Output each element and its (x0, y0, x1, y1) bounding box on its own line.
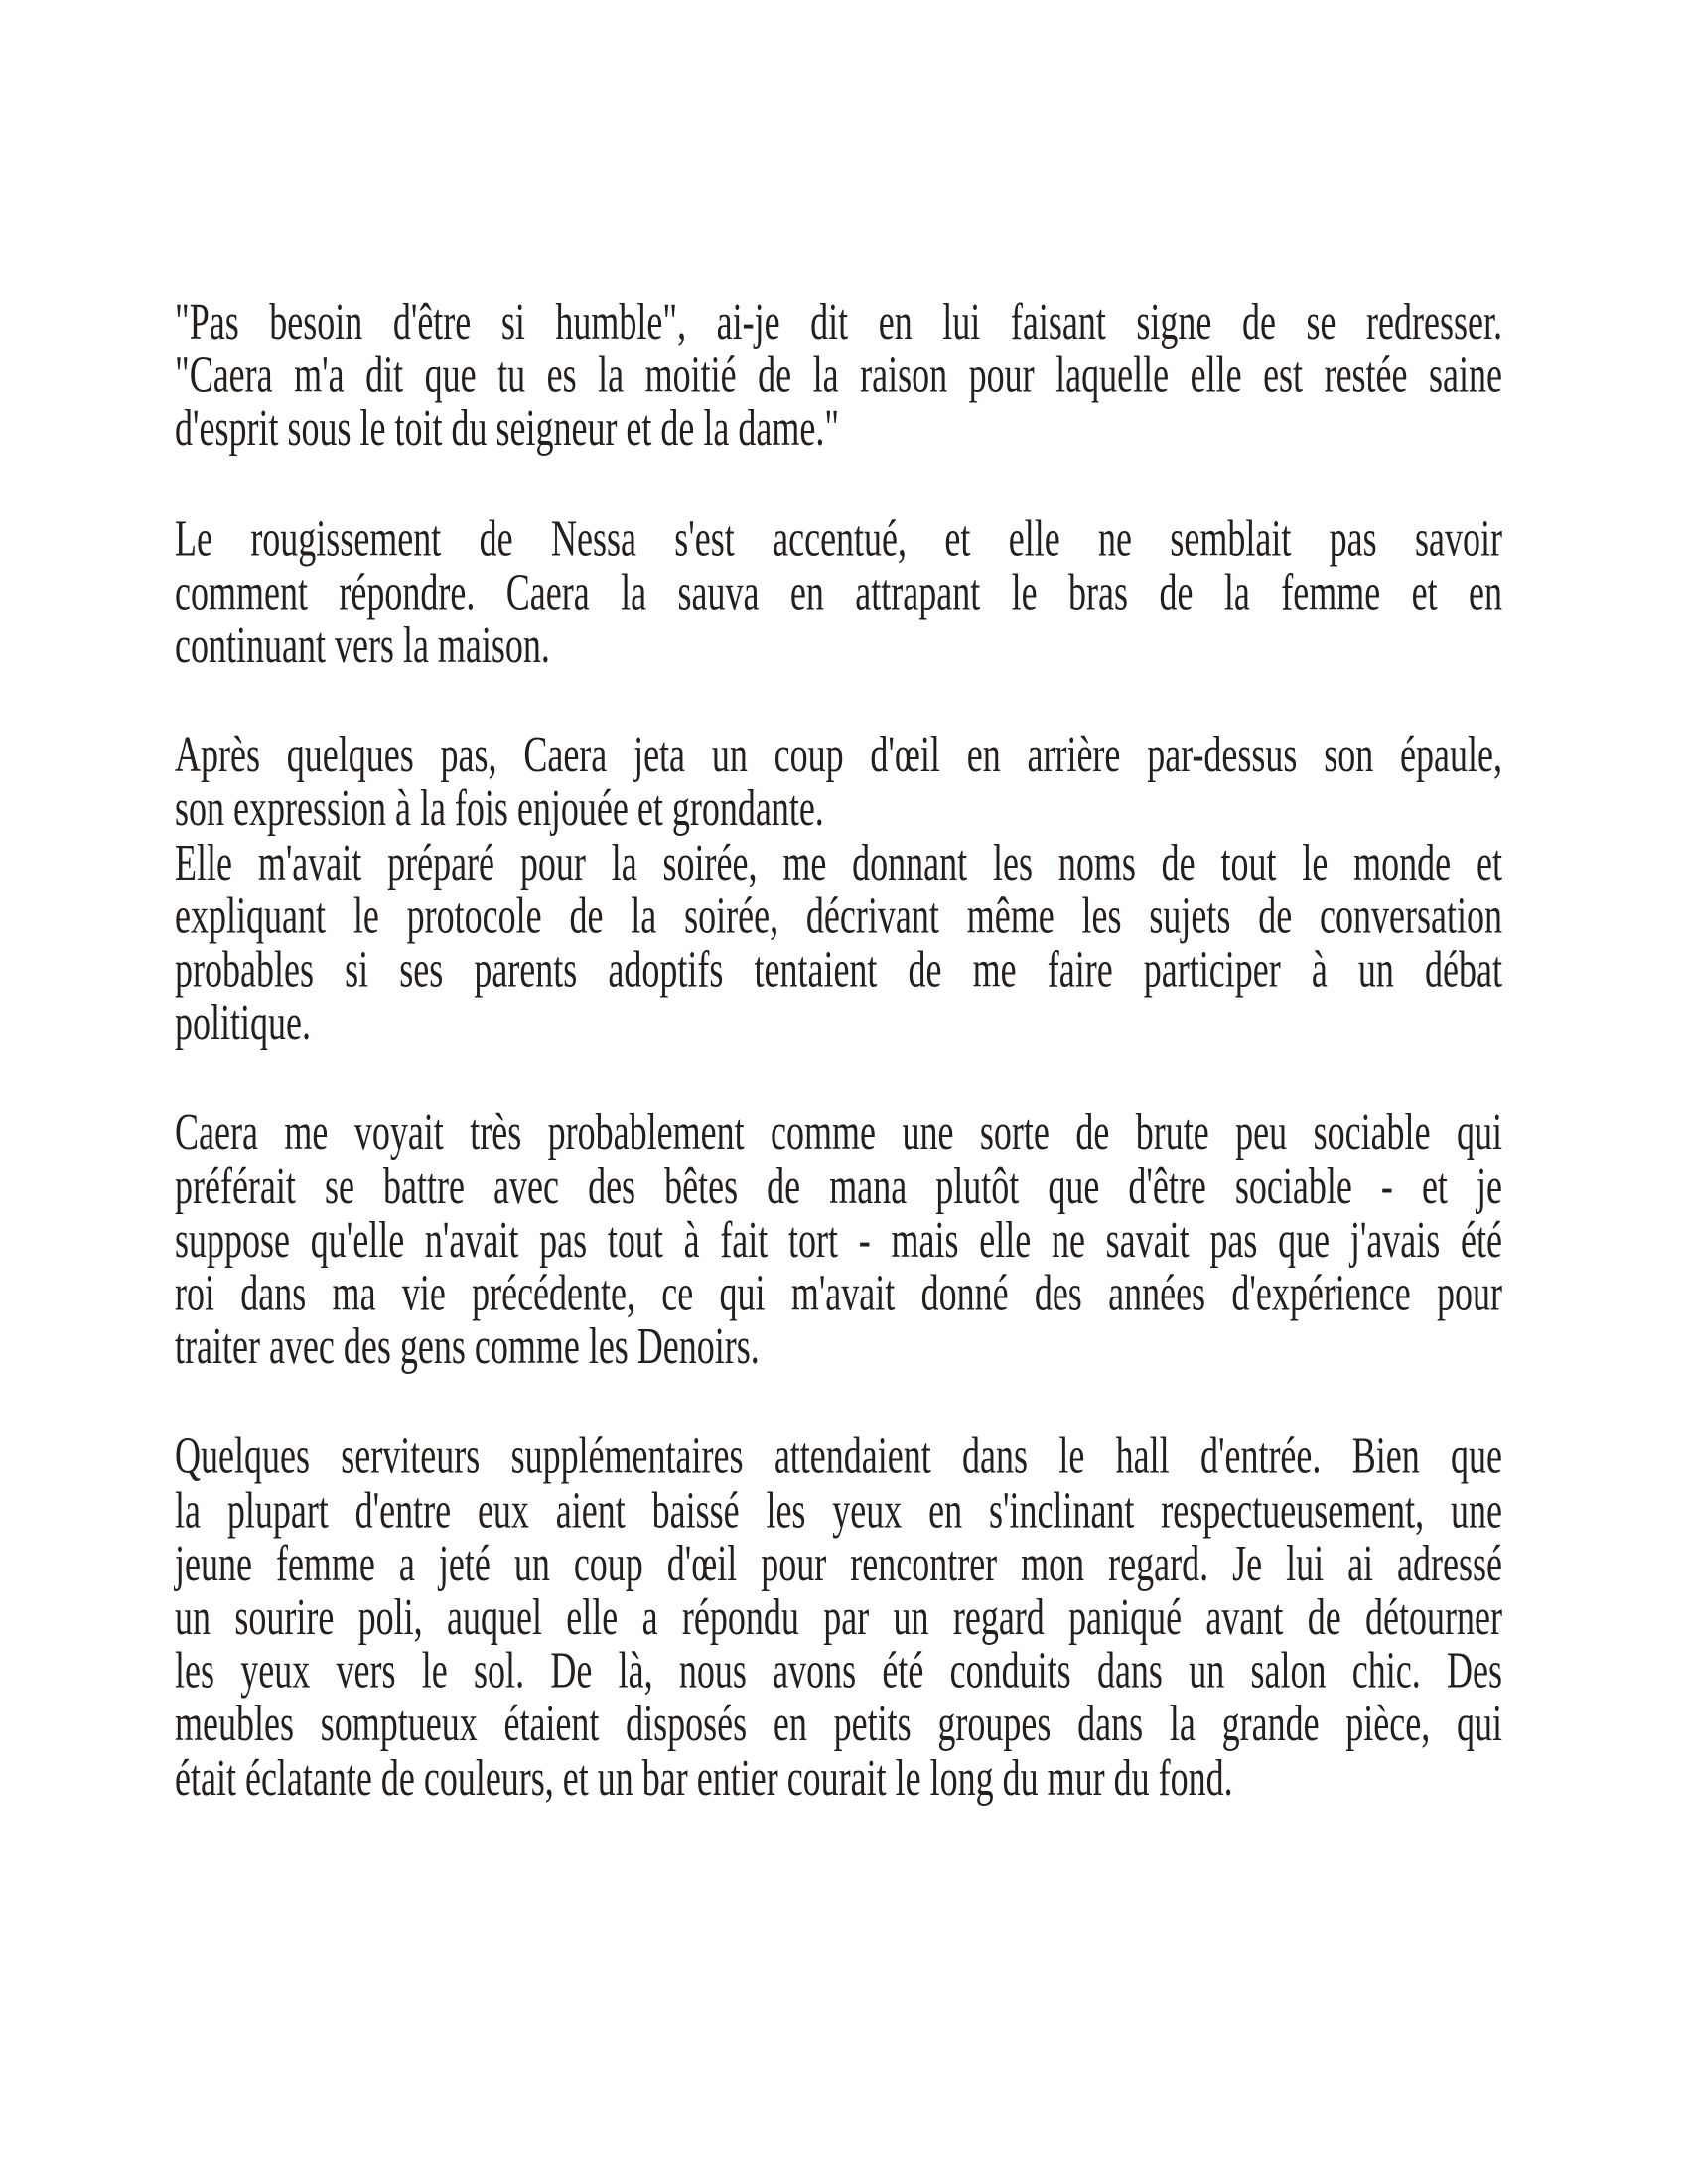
text-line: expliquant le protocole de la soirée, décrivant même les sujets de conversation (175, 886, 1502, 944)
text-line: un sourire poli, auquel elle a répondu par un regard paniqué avant de détourner (175, 1587, 1502, 1646)
text-block (175, 0, 1502, 1805)
text-line: les yeux vers le sol. De là, nous avons été conduits dans un salon chic. Des (175, 1641, 1502, 1700)
text-line: Après quelques pas, Caera jeta un coup d'œil en arrière par-dessus son épaule, (175, 726, 1502, 784)
text-line: "Pas besoin d'être si humble", ai-je dit en lui faisant signe de se redresser. (175, 292, 1502, 350)
text-line: roi dans ma vie précédente, ce qui m'avait donné des années d'expérience pour (175, 1264, 1502, 1322)
text-line: jeune femme a jeté un coup d'œil pour rencontrer mon regard. Je lui ai adressé (175, 1534, 1502, 1592)
text-line: était éclatante de couleurs, et un bar entier courait le long du mur du fond. (175, 1748, 1233, 1807)
text-line: "Caera m'a dit que tu es la moitié de la raison pour laquelle elle est restée saine (175, 345, 1502, 404)
text-line: la plupart d'entre eux aient baissé les yeux en s'inclinant respectueusement, une (175, 1480, 1502, 1539)
text-line: comment répondre. Caera la sauva en attrapant le bras de la femme et en (175, 562, 1502, 620)
text-line: Le rougissement de Nessa s'est accentué, et elle ne semblait pas savoir (175, 508, 1502, 567)
paragraph (175, 292, 1502, 458)
text-line: Elle m'avait préparé pour la soirée, me donnant les noms de tout le monde et (175, 833, 1502, 891)
text-line: continuant vers la maison. (175, 615, 550, 674)
text-line: son expression à la fois enjouée et grondante. (175, 779, 824, 838)
text-line: suppose qu'elle n'avait pas tout à fait tort - mais elle ne savait pas que j'avais été (175, 1210, 1502, 1269)
text-line: Quelques serviteurs supplémentaires attendaient dans le hall d'entrée. Bien que (175, 1427, 1502, 1485)
text-line: préférait se battre avec des bêtes de mana plutôt que d'être sociable - et je (175, 1157, 1502, 1215)
text-line: d'esprit sous le toit du seigneur et de la dame." (175, 399, 840, 458)
paragraph (175, 1427, 1502, 1807)
text-line: Caera me voyait très probablement comme une sorte de brute peu sociable qui (175, 1103, 1502, 1161)
paragraph (175, 726, 1502, 838)
paragraph (175, 1103, 1502, 1376)
text-line: traiter avec des gens comme les Denoirs. (175, 1317, 760, 1376)
text-line: politique. (175, 993, 311, 1051)
text-line: meubles somptueux étaient disposés en petits groupes dans la grande pièce, qui (175, 1695, 1502, 1753)
text-line: probables si ses parents adoptifs tentaient de me faire participer à un débat (175, 939, 1502, 998)
paragraph (175, 833, 1502, 1051)
paragraph (175, 508, 1502, 674)
